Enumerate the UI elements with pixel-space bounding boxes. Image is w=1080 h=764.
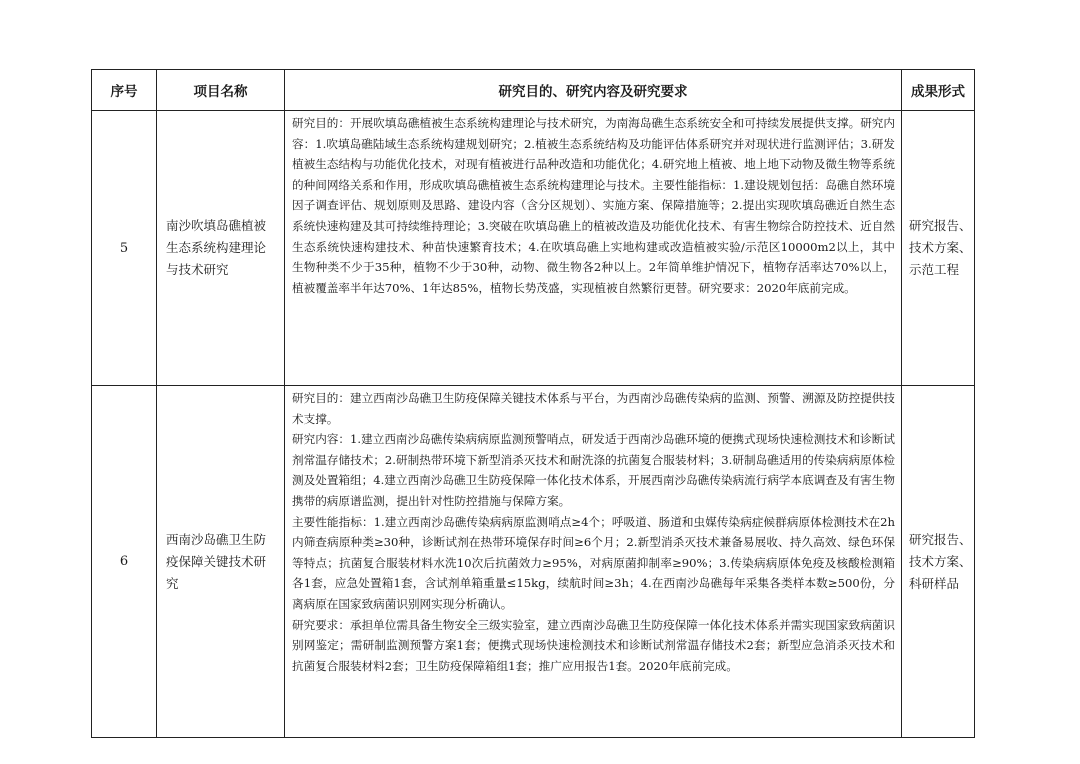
project-name: 西南沙岛礁卫生防疫保障关键技术研究 (157, 386, 285, 738)
header-result: 成果形式 (902, 70, 975, 111)
header-name: 项目名称 (157, 70, 285, 111)
project-table (91, 69, 975, 738)
result-form: 研究报告、技术方案、示范工程 (902, 111, 975, 386)
header-num: 序号 (92, 70, 157, 111)
content-paragraph-metrics: 主要性能指标：1.建立西南沙岛礁传染病病原监测哨点≥4个；呼吸道、肠道和虫媒传染病症候群病原体检测技术在2h内筛查病原种类≥30种，诊断试剂在热带环境保存时间≥6个月；2.新型消杀灭技术兼备易展收、持久高效、绿色环保等特点；抗菌复合服装材料水洗10次后抗菌效力≥95%，对病原菌抑制率≥90%；3.传染病病原体免疫及核酸检测箱各1套，应急处置箱1套，含试剂单箱重量≤15kg，续航时间≥3h；4.在西南沙岛礁每年采集各类样本数≥500份，分离病原在国家致病菌识别网实现分析确认。 (292, 514, 895, 611)
project-content (285, 111, 902, 386)
header-content: 研究目的、研究内容及研究要求 (285, 70, 902, 111)
content-paragraph-purpose: 研究目的：建立西南沙岛礁卫生防疫保障关键技术体系与平台，为西南沙岛礁传染病的监测、预警、溯源及防控提供技术支撑。 (292, 391, 895, 426)
table-row (92, 111, 975, 386)
row-number: 5 (92, 111, 157, 386)
project-name: 南沙吹填岛礁植被生态系统构建理论与技术研究 (157, 111, 285, 386)
project-content (285, 386, 902, 738)
content-paragraph: 研究目的：开展吹填岛礁植被生态系统构建理论与技术研究，为南海岛礁生态系统安全和可持续发展提供支撑。研究内容：1.吹填岛礁陆域生态系统构建规划研究；2.植被生态系统结构及功能评估体系研究并对现状进行监测评估；3.研发植被生态结构与功能优化技术，对现有植被进行品种改造和功能优化；4.研究地上植被、地上地下动物及微生物等系统的种间网络关系和作用，形成吹填岛礁植被生态系统构建理论与技术。主要性能指标：1.建设规划包括：岛礁自然环境因子调查评估、规划原则及思路、建设内容（含分区规划）、实施方案、保障措施等；2.提出实现吹填岛礁近自然生态系统快速构建及其可持续维持理论；3.突破在吹填岛礁上的植被改造及功能优化技术、有害生物综合防控技术、近自然生态系统快速构建技术、种苗快速繁育技术；4.在吹填岛礁上实地构建或改造植被实验/示范区10000m2以上，其中生物种类不少于35种，植物不少于30种，动物、微生物各2种以上。2年简单维护情况下，植物存活率达70%以上，植被覆盖率半年达70%、1年达85%，植物长势茂盛，实现植被自然繁衍更替。研究要求：2020年底前完成。 (292, 116, 895, 295)
table-header-row (92, 70, 975, 111)
content-paragraph-requirements: 研究要求：承担单位需具备生物安全三级实验室，建立西南沙岛礁卫生防疫保障一体化技术体系并需实现国家致病菌识别网鉴定；需研制监测预警方案1套；便携式现场快速检测技术和诊断试剂常温存储技术2套；新型应急消杀灭技术和抗菌复合服装材料2套；卫生防疫保障箱组1套；推广应用报告1套。2020年底前完成。 (292, 617, 895, 673)
content-paragraph-content: 研究内容：1.建立西南沙岛礁传染病病原监测预警哨点，研发适于西南沙岛礁环境的便携式现场快速检测技术和诊断试剂常温存储技术；2.研制热带环境下新型消杀灭技术和耐洗涤的抗菌复合服装材料；3.研制岛礁适用的传染病病原体检测及处置箱组；4.建立西南沙岛礁卫生防疫保障一体化技术体系，开展西南沙岛礁传染病流行病学本底调查及有害生物携带的病原谱监测，提出针对性防控措施与保障方案。 (292, 432, 895, 508)
result-form: 研究报告、技术方案、科研样品 (902, 386, 975, 738)
table-row (92, 386, 975, 738)
row-number: 6 (92, 386, 157, 738)
